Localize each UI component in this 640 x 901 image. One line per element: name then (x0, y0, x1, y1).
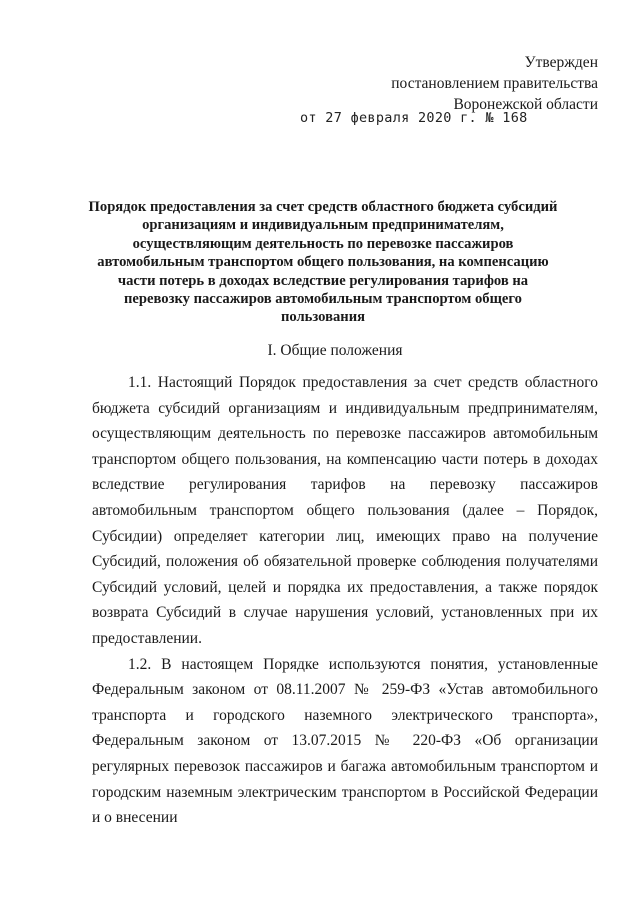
approval-line-resolution: постановлением правительства (391, 75, 598, 92)
approval-line-approved: Утвержден (524, 54, 598, 71)
approval-line-region: Воронежской области (453, 96, 598, 113)
paragraph-1-1: 1.1. Настоящий Порядок предоставления за счет средств областного бюджета субсидий организациям и индивидуальным предпринимателям, осуществляющим деятельность по перевозке пассажиров автомобильным транспортом общего пользования, на компенсацию части потерь в доходах вследствие регулирования тарифов на перевозку пассажиров автомобильным транспортом общего пользования (далее – Порядок, Субсидии) определяет категории лиц, имеющих право на получение Субсидий, положения об обязательной проверке соблюдения получателями Субсидий условий, целей и порядка их предоставления, а также порядок возврата Субсидий в случае нарушения условий, установленных при их предоставлении. (92, 374, 598, 647)
approval-date: от 27 февраля 2020 г. № 168 (300, 110, 528, 126)
paragraph-1-2: 1.2. В настоящем Порядке используются понятия, установленные Федеральным законом от 08.11.2007 № 259-ФЗ «Устав автомобильного транспорта и городского наземного электрического транспорта», Федеральным законом от 13.07.2015 № 220-ФЗ «Об организации регулярных перевозок пассажиров и багажа автомобильным транспортом и городским наземным электрическим транспортом в Российской Федерации и о внесении (92, 655, 598, 827)
approval-stamp (391, 52, 598, 115)
document-title: Порядок предоставления за счет средств областного бюджета субсидий организациям и индивидуальным предпринимателям, осуществляющим деятельность по перевозке пассажиров автомобильным транспортом общего пользования, на компенсацию части потерь в доходах вследствие регулирования тарифов на перевозку пассажиров автомобильным транспортом общего пользования (88, 199, 558, 326)
document-body (92, 370, 598, 831)
section-heading: I. Общие положения (267, 342, 403, 359)
